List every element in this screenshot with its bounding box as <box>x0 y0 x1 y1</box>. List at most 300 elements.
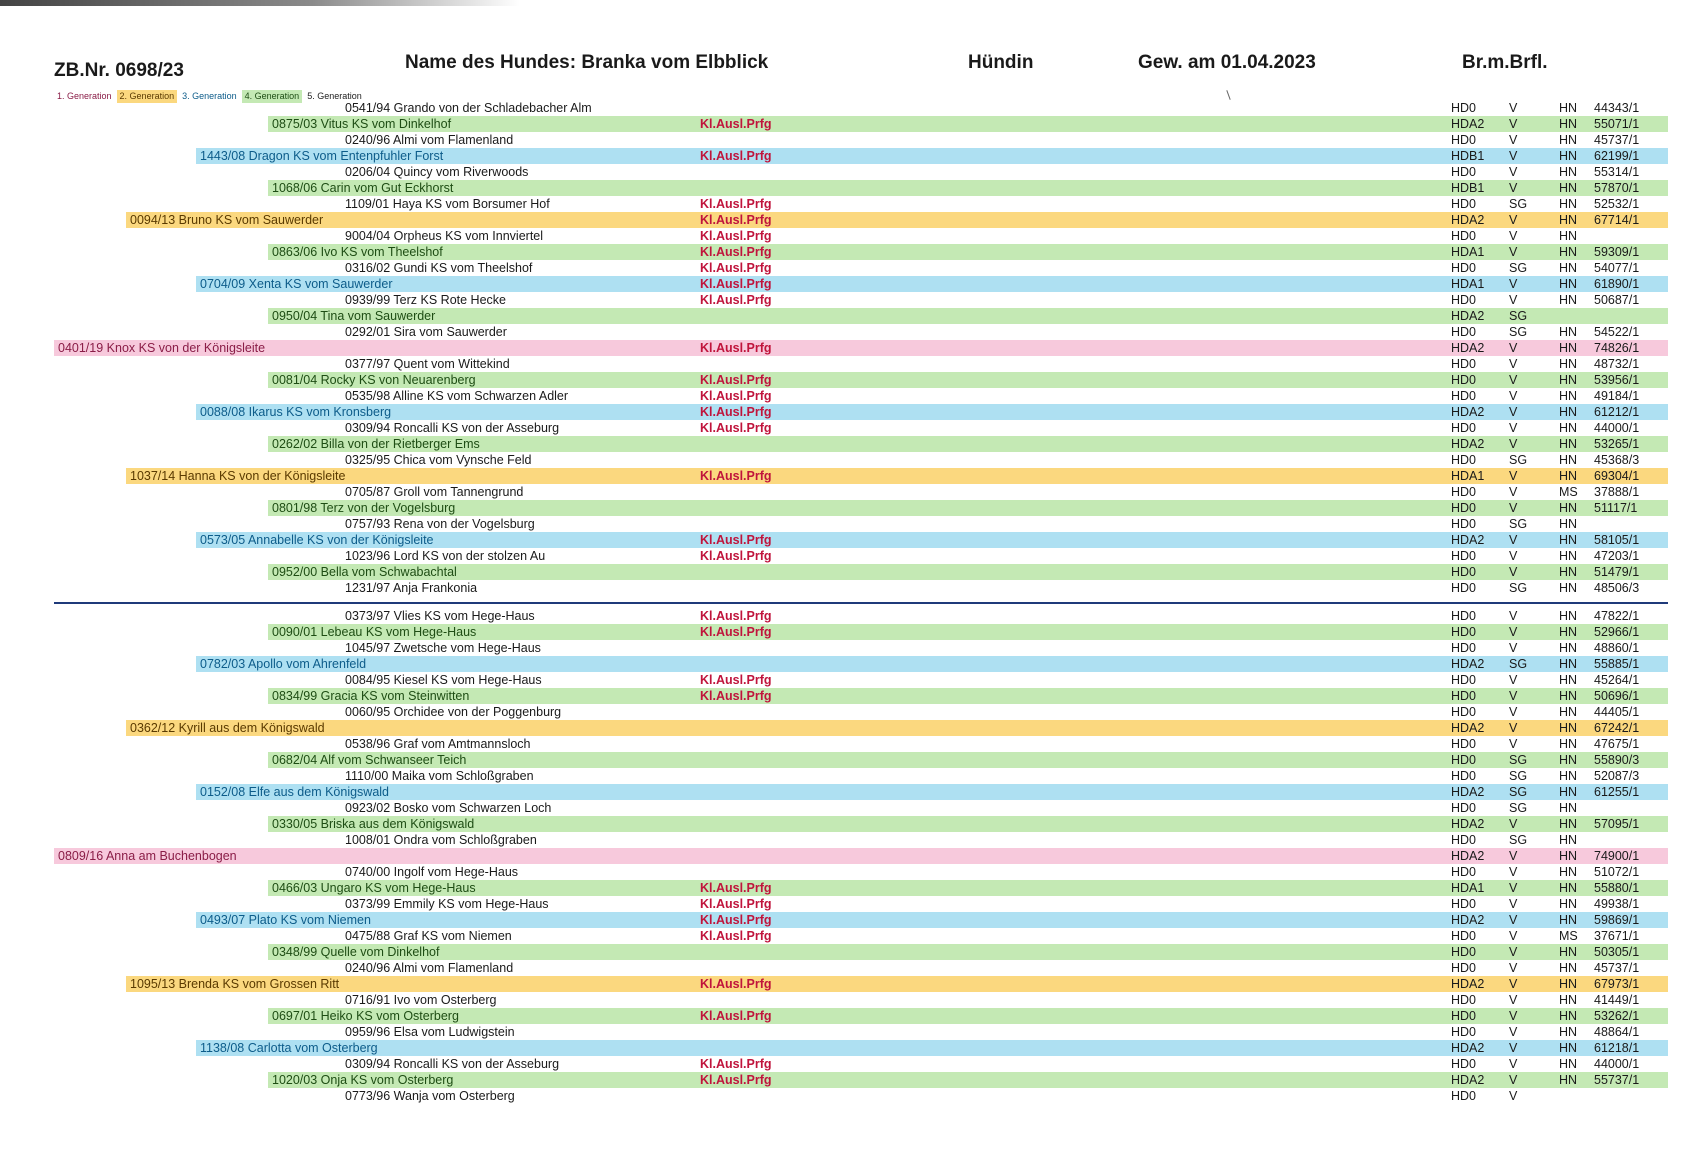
hd-grade: HD0 <box>1451 705 1477 719</box>
generation-band <box>126 976 1668 992</box>
hn-code: HN <box>1559 501 1578 515</box>
registry-number: 52087/3 <box>1594 769 1640 783</box>
exam-mark: Kl.Ausl.Prfg <box>700 405 772 419</box>
dog-name: 0330/05 Briska aus dem Königswald <box>272 817 475 831</box>
hn-code: HN <box>1559 437 1578 451</box>
dog-name: 0740/00 Ingolf vom Hege-Haus <box>345 865 519 879</box>
dog-name: 0493/07 Plato KS vom Niemen <box>200 913 371 927</box>
exam-mark: Kl.Ausl.Prfg <box>700 245 772 259</box>
dog-name: 1109/01 Haya KS vom Borsumer Hof <box>345 197 550 211</box>
dog-name: 0088/08 Ikarus KS vom Kronsberg <box>200 405 392 419</box>
hd-grade: HD0 <box>1451 769 1477 783</box>
dog-name: 0809/16 Anna am Buchenbogen <box>58 849 237 863</box>
form-grade: V <box>1509 245 1518 259</box>
dog-name: 0863/06 Ivo KS vom Theelshof <box>272 245 443 259</box>
hd-grade: HDA2 <box>1451 405 1485 419</box>
hd-grade: HD0 <box>1451 993 1477 1007</box>
generation-band <box>196 1040 1668 1056</box>
dog-name: 0362/12 Kyrill aus dem Königswald <box>130 721 325 735</box>
hn-code: HN <box>1559 341 1578 355</box>
dog-name-title: Name des Hundes: Branka vom Elbblick <box>405 52 769 73</box>
dog-name: 0206/04 Quincy vom Riverwoods <box>345 165 529 179</box>
dog-name: 0373/99 Emmily KS vom Hege-Haus <box>345 897 549 911</box>
form-grade: V <box>1509 421 1518 435</box>
registry-number: 51479/1 <box>1594 565 1640 579</box>
form-grade: V <box>1509 689 1518 703</box>
form-grade: SG <box>1509 657 1528 671</box>
registry-number: 45368/3 <box>1594 453 1640 467</box>
form-grade: SG <box>1509 517 1528 531</box>
form-grade: SG <box>1509 261 1528 275</box>
hn-code: HN <box>1559 849 1578 863</box>
dog-name: 0538/96 Graf vom Amtmannsloch <box>345 737 531 751</box>
form-grade: V <box>1509 133 1518 147</box>
exam-mark: Kl.Ausl.Prfg <box>700 1073 772 1087</box>
hd-grade: HDA2 <box>1451 309 1485 323</box>
dog-name: 1110/00 Maika vom Schloßgraben <box>345 769 534 783</box>
registry-number: 53956/1 <box>1594 373 1640 387</box>
legend-gen3: 3. Generation <box>182 91 237 101</box>
hd-grade: HDA2 <box>1451 913 1485 927</box>
hd-grade: HD0 <box>1451 261 1477 275</box>
hd-grade: HD0 <box>1451 197 1477 211</box>
dog-name: 0466/03 Ungaro KS vom Hege-Haus <box>272 881 476 895</box>
dog-name: 0309/94 Roncalli KS von der Asseburg <box>345 1057 560 1071</box>
form-grade: V <box>1509 501 1518 515</box>
form-grade: V <box>1509 929 1518 943</box>
exam-mark: Kl.Ausl.Prfg <box>700 197 772 211</box>
hd-grade: HD0 <box>1451 625 1477 639</box>
registry-number: 49184/1 <box>1594 389 1640 403</box>
form-grade: V <box>1509 389 1518 403</box>
form-grade: V <box>1509 641 1518 655</box>
dog-name: 1138/08 Carlotta vom Osterberg <box>200 1041 378 1055</box>
hd-grade: HDA2 <box>1451 849 1485 863</box>
exam-mark: Kl.Ausl.Prfg <box>700 897 772 911</box>
exam-mark: Kl.Ausl.Prfg <box>700 929 772 943</box>
hn-code: HN <box>1559 657 1578 671</box>
form-grade: V <box>1509 817 1518 831</box>
registry-number: 55737/1 <box>1594 1073 1640 1087</box>
exam-mark: Kl.Ausl.Prfg <box>700 293 772 307</box>
sire-dam-divider <box>54 602 1668 604</box>
registry-number: 59309/1 <box>1594 245 1640 259</box>
form-grade: SG <box>1509 801 1528 815</box>
hd-grade: HDA2 <box>1451 341 1485 355</box>
registry-number: 67714/1 <box>1594 213 1640 227</box>
dog-name: 0939/99 Terz KS Rote Hecke <box>345 293 506 307</box>
registry-number: 61890/1 <box>1594 277 1640 291</box>
form-grade: SG <box>1509 753 1528 767</box>
dog-name: 1095/13 Brenda KS vom Grossen Ritt <box>130 977 340 991</box>
exam-mark: Kl.Ausl.Prfg <box>700 881 772 895</box>
registry-number: 61212/1 <box>1594 405 1640 419</box>
registry-number: 54077/1 <box>1594 261 1640 275</box>
dog-name: 1045/97 Zwetsche vom Hege-Haus <box>345 641 541 655</box>
form-grade: V <box>1509 673 1518 687</box>
breeding-label: Br.m.Brfl. <box>1462 52 1548 73</box>
form-grade: V <box>1509 705 1518 719</box>
hd-grade: HD0 <box>1451 389 1477 403</box>
hn-code: HN <box>1559 453 1578 467</box>
dog-name: 0541/94 Grando von der Schladebacher Alm <box>345 101 592 115</box>
exam-mark: Kl.Ausl.Prfg <box>700 117 772 131</box>
registry-number: 58105/1 <box>1594 533 1640 547</box>
registry-number: 37671/1 <box>1594 929 1640 943</box>
registry-number: 47822/1 <box>1594 609 1640 623</box>
hd-grade: HDA2 <box>1451 1041 1485 1055</box>
form-grade: V <box>1509 913 1518 927</box>
dog-name: 0152/08 Elfe aus dem Königswald <box>200 785 390 799</box>
hn-code: HN <box>1559 977 1578 991</box>
registry-number: 55071/1 <box>1594 117 1640 131</box>
form-grade: V <box>1509 469 1518 483</box>
hd-grade: HD0 <box>1451 689 1477 703</box>
form-grade: V <box>1509 165 1518 179</box>
form-grade: V <box>1509 357 1518 371</box>
generation-band <box>196 912 1668 928</box>
hn-code: HN <box>1559 533 1578 547</box>
dog-name: 0081/04 Rocky KS von Neuarenberg <box>272 373 476 387</box>
hd-grade: HD0 <box>1451 929 1477 943</box>
generation-band <box>54 848 1668 864</box>
form-grade: V <box>1509 1025 1518 1039</box>
dog-name: 1231/97 Anja Frankonia <box>345 581 478 595</box>
generation-band <box>126 720 1668 736</box>
hd-grade: HD0 <box>1451 229 1477 243</box>
exam-mark: Kl.Ausl.Prfg <box>700 277 772 291</box>
hd-grade: HD0 <box>1451 737 1477 751</box>
form-grade: V <box>1509 737 1518 751</box>
registry-number: 45264/1 <box>1594 673 1640 687</box>
hd-grade: HDA2 <box>1451 721 1485 735</box>
hn-code: HN <box>1559 1073 1578 1087</box>
registry-number: 55314/1 <box>1594 165 1640 179</box>
dog-name: 0316/02 Gundi KS vom Theelshof <box>345 261 533 275</box>
dog-name: 0950/04 Tina vom Sauwerder <box>272 309 436 323</box>
hd-grade: HD0 <box>1451 549 1477 563</box>
registry-number: 51072/1 <box>1594 865 1640 879</box>
dog-name: 1023/96 Lord KS von der stolzen Au <box>345 549 546 563</box>
hd-grade: HD0 <box>1451 641 1477 655</box>
dog-name: 0309/94 Roncalli KS von der Asseburg <box>345 421 560 435</box>
exam-mark: Kl.Ausl.Prfg <box>700 149 772 163</box>
form-grade: V <box>1509 881 1518 895</box>
scan-edge-strip <box>0 0 520 6</box>
dog-name: 0348/99 Quelle vom Dinkelhof <box>272 945 440 959</box>
hn-code: HN <box>1559 705 1578 719</box>
generation-band <box>126 212 1668 228</box>
form-grade: V <box>1509 533 1518 547</box>
hd-grade: HDA2 <box>1451 437 1485 451</box>
hd-grade: HD0 <box>1451 673 1477 687</box>
hn-code: MS <box>1559 929 1578 943</box>
birth-date: Gew. am 01.04.2023 <box>1138 52 1316 73</box>
generation-band <box>54 340 1668 356</box>
zb-number: ZB.Nr. 0698/23 <box>54 60 184 81</box>
registry-number: 55890/3 <box>1594 753 1640 767</box>
dog-name: 0377/97 Quent vom Wittekind <box>345 357 510 371</box>
hd-grade: HD0 <box>1451 517 1477 531</box>
registry-number: 52966/1 <box>1594 625 1640 639</box>
dog-name: 0697/01 Heiko KS vom Osterberg <box>272 1009 459 1023</box>
hn-code: HN <box>1559 133 1578 147</box>
hd-grade: HD0 <box>1451 945 1477 959</box>
exam-mark: Kl.Ausl.Prfg <box>700 341 772 355</box>
form-grade: V <box>1509 961 1518 975</box>
dog-name: 0573/05 Annabelle KS von der Königsleite <box>200 533 434 547</box>
dog-name: 1443/08 Dragon KS vom Entenpfuhler Forst <box>200 149 444 163</box>
hd-grade: HDB1 <box>1451 149 1485 163</box>
form-grade: V <box>1509 277 1518 291</box>
dog-name: 0060/95 Orchidee von der Poggenburg <box>345 705 562 719</box>
hd-grade: HD0 <box>1451 357 1477 371</box>
registry-number: 67973/1 <box>1594 977 1640 991</box>
registry-number: 52532/1 <box>1594 197 1640 211</box>
dog-name: 0782/03 Apollo vom Ahrenfeld <box>200 657 367 671</box>
hd-grade: HDA2 <box>1451 785 1485 799</box>
legend-gen2: 2. Generation <box>117 90 178 103</box>
dog-name: 0959/96 Elsa vom Ludwigstein <box>345 1025 515 1039</box>
form-grade: V <box>1509 549 1518 563</box>
hd-grade: HDA1 <box>1451 881 1485 895</box>
form-grade: V <box>1509 117 1518 131</box>
hn-code: HN <box>1559 1025 1578 1039</box>
form-grade: V <box>1509 149 1518 163</box>
hn-code: HN <box>1559 101 1578 115</box>
hd-grade: HD0 <box>1451 165 1477 179</box>
hn-code: HN <box>1559 609 1578 623</box>
form-grade: SG <box>1509 785 1528 799</box>
hn-code: HN <box>1559 817 1578 831</box>
form-grade: V <box>1509 373 1518 387</box>
form-grade: V <box>1509 181 1518 195</box>
dog-name: 1020/03 Onja KS vom Osterberg <box>272 1073 454 1087</box>
form-grade: V <box>1509 293 1518 307</box>
hn-code: HN <box>1559 1041 1578 1055</box>
registry-number: 44000/1 <box>1594 421 1640 435</box>
hd-grade: HDA1 <box>1451 245 1485 259</box>
legend-gen1: 1. Generation <box>57 91 112 101</box>
form-grade: V <box>1509 1009 1518 1023</box>
hn-code: HN <box>1559 469 1578 483</box>
hd-grade: HD0 <box>1451 373 1477 387</box>
exam-mark: Kl.Ausl.Prfg <box>700 977 772 991</box>
generation-legend <box>54 90 367 103</box>
registry-number: 54522/1 <box>1594 325 1640 339</box>
dog-name: 0292/01 Sira vom Sauwerder <box>345 325 507 339</box>
hd-grade: HDA2 <box>1451 1073 1485 1087</box>
dog-name: 0704/09 Xenta KS vom Sauwerder <box>200 277 393 291</box>
registry-number: 45737/1 <box>1594 133 1640 147</box>
hd-grade: HD0 <box>1451 501 1477 515</box>
hn-code: HN <box>1559 165 1578 179</box>
hd-grade: HD0 <box>1451 565 1477 579</box>
hd-grade: HD0 <box>1451 865 1477 879</box>
hn-code: HN <box>1559 325 1578 339</box>
dog-name: 0952/00 Bella vom Schwabachtal <box>272 565 457 579</box>
hn-code: HN <box>1559 389 1578 403</box>
hn-code: HN <box>1559 549 1578 563</box>
hn-code: HN <box>1559 753 1578 767</box>
hn-code: HN <box>1559 801 1578 815</box>
dog-name: 0090/01 Lebeau KS vom Hege-Haus <box>272 625 477 639</box>
registry-number: 74826/1 <box>1594 341 1640 355</box>
exam-mark: Kl.Ausl.Prfg <box>700 1057 772 1071</box>
hd-grade: HD0 <box>1451 1089 1477 1103</box>
registry-number: 51117/1 <box>1594 501 1638 515</box>
hn-code: HN <box>1559 293 1578 307</box>
dog-name: 0475/88 Graf KS vom Niemen <box>345 929 512 943</box>
form-grade: V <box>1509 565 1518 579</box>
dog-name: 0094/13 Bruno KS vom Sauwerder <box>130 213 324 227</box>
generation-band <box>196 404 1668 420</box>
form-grade: V <box>1509 849 1518 863</box>
registry-number: 37888/1 <box>1594 485 1640 499</box>
registry-number: 41449/1 <box>1594 993 1640 1007</box>
dog-name: 0401/19 Knox KS von der Königsleite <box>58 341 266 355</box>
hd-grade: HDA1 <box>1451 469 1485 483</box>
hn-code: HN <box>1559 181 1578 195</box>
dog-name: 1008/01 Ondra vom Schloßgraben <box>345 833 537 847</box>
form-grade: V <box>1509 721 1518 735</box>
registry-number: 48860/1 <box>1594 641 1640 655</box>
registry-number: 61218/1 <box>1594 1041 1640 1055</box>
form-grade: SG <box>1509 453 1528 467</box>
dog-name: 0373/97 Vlies KS vom Hege-Haus <box>345 609 535 623</box>
hd-grade: HD0 <box>1451 293 1477 307</box>
exam-mark: Kl.Ausl.Prfg <box>700 533 772 547</box>
registry-number: 61255/1 <box>1594 785 1640 799</box>
registry-number: 50696/1 <box>1594 689 1640 703</box>
hd-grade: HD0 <box>1451 101 1477 115</box>
hn-code: HN <box>1559 357 1578 371</box>
form-grade: V <box>1509 897 1518 911</box>
hn-code: HN <box>1559 373 1578 387</box>
dog-name: 0705/87 Groll vom Tannengrund <box>345 485 524 499</box>
hn-code: HN <box>1559 737 1578 751</box>
form-grade: V <box>1509 1073 1518 1087</box>
hd-grade: HDA1 <box>1451 277 1485 291</box>
registry-number: 62199/1 <box>1594 149 1640 163</box>
dog-name: 0875/03 Vitus KS vom Dinkelhof <box>272 117 452 131</box>
form-grade: V <box>1509 485 1518 499</box>
registry-number: 53265/1 <box>1594 437 1640 451</box>
hd-grade: HD0 <box>1451 421 1477 435</box>
hn-code: HN <box>1559 405 1578 419</box>
registry-number: 48732/1 <box>1594 357 1640 371</box>
registry-number: 44405/1 <box>1594 705 1640 719</box>
dog-name: 1037/14 Hanna KS von der Königsleite <box>130 469 346 483</box>
exam-mark: Kl.Ausl.Prfg <box>700 421 772 435</box>
dog-name: 0325/95 Chica vom Vynsche Feld <box>345 453 532 467</box>
registry-number: 49938/1 <box>1594 897 1640 911</box>
exam-mark: Kl.Ausl.Prfg <box>700 913 772 927</box>
hd-grade: HDA2 <box>1451 817 1485 831</box>
exam-mark: Kl.Ausl.Prfg <box>700 625 772 639</box>
generation-band <box>196 656 1668 672</box>
dog-name: 9004/04 Orpheus KS vom Innviertel <box>345 229 544 243</box>
hd-grade: HDA2 <box>1451 213 1485 227</box>
registry-number: 59869/1 <box>1594 913 1640 927</box>
registry-number: 57870/1 <box>1594 181 1640 195</box>
hn-code: HN <box>1559 581 1578 595</box>
registry-number: 44343/1 <box>1594 101 1640 115</box>
hn-code: HN <box>1559 833 1578 847</box>
dog-name: 0757/93 Rena von der Vogelsburg <box>345 517 535 531</box>
hd-grade: HD0 <box>1451 1025 1477 1039</box>
legend-gen4: 4. Generation <box>242 90 303 103</box>
hd-grade: HDB1 <box>1451 181 1485 195</box>
generation-band <box>196 784 1668 800</box>
dog-name: 0240/96 Almi vom Flamenland <box>345 133 514 147</box>
hn-code: HN <box>1559 277 1578 291</box>
hd-grade: HD0 <box>1451 453 1477 467</box>
hn-code: HN <box>1559 517 1578 531</box>
hn-code: HN <box>1559 673 1578 687</box>
exam-mark: Kl.Ausl.Prfg <box>700 689 772 703</box>
form-grade: V <box>1509 609 1518 623</box>
sex-label: Hündin <box>968 52 1034 73</box>
registry-number: 50305/1 <box>1594 945 1640 959</box>
registry-number: 48506/3 <box>1594 581 1640 595</box>
registry-number: 47203/1 <box>1594 549 1640 563</box>
pencil-mark <box>1226 90 1230 100</box>
registry-number: 53262/1 <box>1594 1009 1640 1023</box>
registry-number: 55880/1 <box>1594 881 1640 895</box>
hn-code: HN <box>1559 721 1578 735</box>
hd-grade: HD0 <box>1451 581 1477 595</box>
dog-name: 0834/99 Gracia KS vom Steinwitten <box>272 689 470 703</box>
dog-name: 0773/96 Wanja vom Osterberg <box>345 1089 515 1103</box>
hn-code: HN <box>1559 149 1578 163</box>
registry-number: 48864/1 <box>1594 1025 1640 1039</box>
form-grade: SG <box>1509 581 1528 595</box>
registry-number: 44000/1 <box>1594 1057 1640 1071</box>
exam-mark: Kl.Ausl.Prfg <box>700 261 772 275</box>
hn-code: HN <box>1559 213 1578 227</box>
exam-mark: Kl.Ausl.Prfg <box>700 469 772 483</box>
hn-code: HN <box>1559 769 1578 783</box>
form-grade: V <box>1509 229 1518 243</box>
registry-number: 45737/1 <box>1594 961 1640 975</box>
form-grade: V <box>1509 1057 1518 1071</box>
form-grade: V <box>1509 213 1518 227</box>
hd-grade: HD0 <box>1451 325 1477 339</box>
generation-band <box>126 468 1668 484</box>
form-grade: V <box>1509 437 1518 451</box>
dog-name: 0240/96 Almi vom Flamenland <box>345 961 514 975</box>
hn-code: HN <box>1559 865 1578 879</box>
hn-code: HN <box>1559 421 1578 435</box>
registry-number: 55885/1 <box>1594 657 1640 671</box>
hd-grade: HD0 <box>1451 897 1477 911</box>
hn-code: HN <box>1559 245 1578 259</box>
registry-number: 69304/1 <box>1594 469 1640 483</box>
hn-code: MS <box>1559 485 1578 499</box>
hn-code: HN <box>1559 881 1578 895</box>
dog-name: 1068/06 Carin vom Gut Eckhorst <box>272 181 454 195</box>
hn-code: HN <box>1559 229 1578 243</box>
exam-mark: Kl.Ausl.Prfg <box>700 389 772 403</box>
form-grade: V <box>1509 625 1518 639</box>
hd-grade: HD0 <box>1451 133 1477 147</box>
hn-code: HN <box>1559 1009 1578 1023</box>
form-grade: SG <box>1509 325 1528 339</box>
exam-mark: Kl.Ausl.Prfg <box>700 1009 772 1023</box>
hn-code: HN <box>1559 197 1578 211</box>
form-grade: V <box>1509 977 1518 991</box>
